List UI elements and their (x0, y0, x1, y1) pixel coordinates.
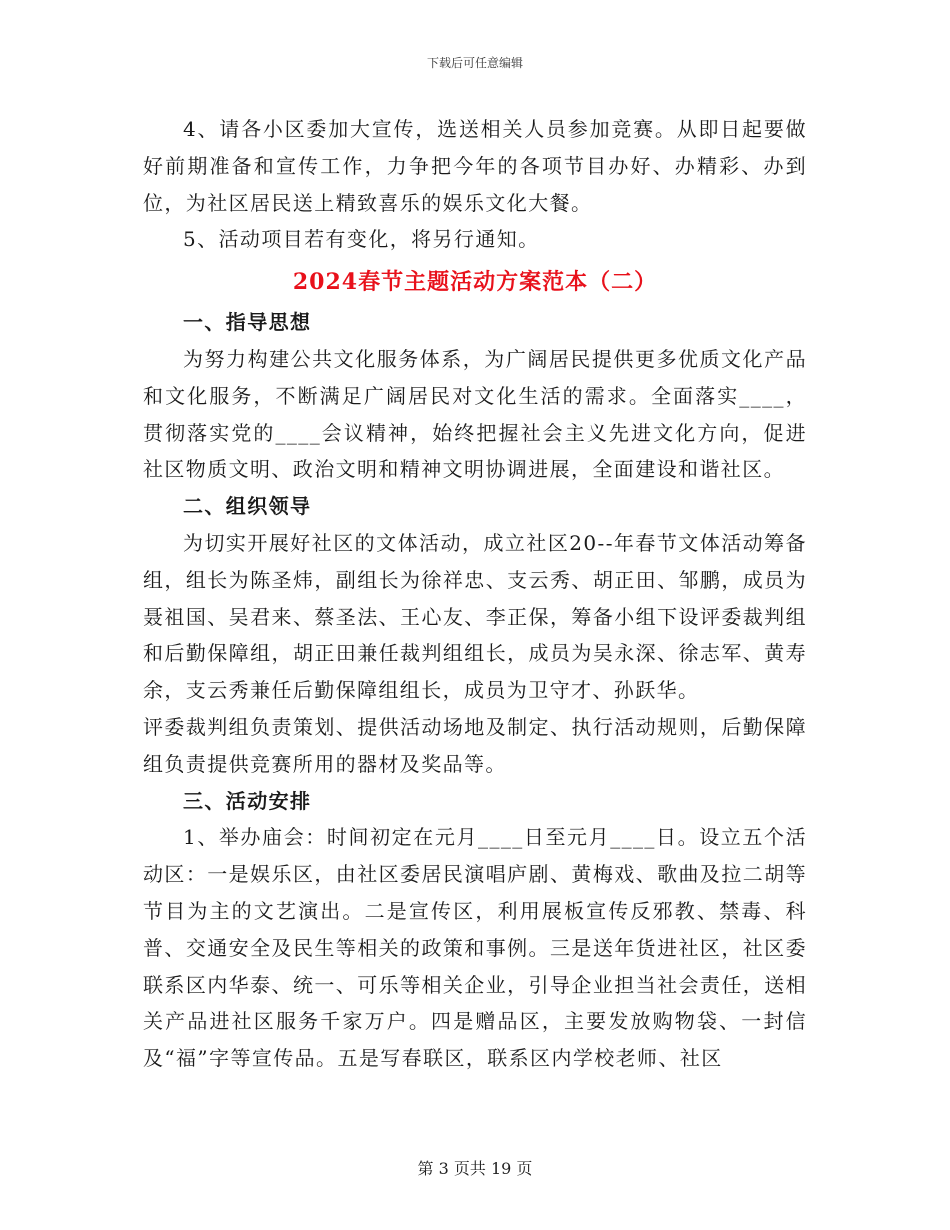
document-body (143, 111, 807, 1077)
document-title: 2024春节主题活动方案范本（二） (292, 269, 658, 296)
paragraph-item-5: 5、活动项目若有变化，将另行通知。 (183, 227, 540, 252)
section-heading-organization: 二、组织领导 (183, 494, 312, 519)
page-footer: 第 3 页共 19 页 (417, 1159, 533, 1178)
section-heading-guiding-ideology: 一、指导思想 (183, 310, 312, 335)
paragraph-organization-duties: 评委裁判组负责策划、提供活动场地及制定、执行活动规则，后勤保障组负责提供竞赛所用的器材及奖品等。 (143, 714, 807, 776)
section-heading-activity-arrangement: 三、活动安排 (183, 788, 312, 813)
paragraph-organization: 为切实开展好社区的文体活动，成立社区20--年春节文体活动筹备组，组长为陈圣炜，副组长为徐祥忠、支云秀、胡正田、邹鹏，成员为聂祖国、吴君来、蔡圣法、王心友、李正保，筹备小组下设评委裁判组和后勤保障组，胡正田兼任裁判组组长，成员为吴永深、徐志军、黄寿余，支云秀兼任后勤保障组组长，成员为卫守才、孙跃华。 (143, 530, 807, 703)
page-header: 下载后可任意编辑 (426, 56, 523, 70)
paragraph-guiding-ideology: 为努力构建公共文化服务体系，为广阔居民提供更多优质文化产品和文化服务，不断满足广阔居民对文化生活的需求。全面落实____，贯彻落实党的____会议精神，始终把握社会主义先进文化方向，促进社区物质文明、政治文明和精神文明协调进展，全面建设和谐社区。 (143, 346, 807, 482)
paragraph-temple-fair: 1、举办庙会：时间初定在元月____日至元月____日。设立五个活动区：一是娱乐区，由社区委居民演唱庐剧、黄梅戏、歌曲及拉二胡等节目为主的文艺演出。二是宣传区，利用展板宣传反邪教、禁毒、科普、交通安全及民生等相关的政策和事例。三是送年货进社区，社区委联系区内华泰、统一、可乐等相关企业，引导企业担当社会责任，送相关产品进社区服务千家万户。四是赠品区，主要发放购物袋、一封信及“福”字等宣传品。五是写春联区，联系区内学校老师、社区 (143, 825, 807, 1071)
paragraph-item-4: 4、请各小区委加大宣传，选送相关人员参加竞赛。从即日起要做好前期准备和宣传工作，力争把今年的各项节目办好、办精彩、办到位，为社区居民送上精致喜乐的娱乐文化大餐。 (143, 117, 807, 215)
